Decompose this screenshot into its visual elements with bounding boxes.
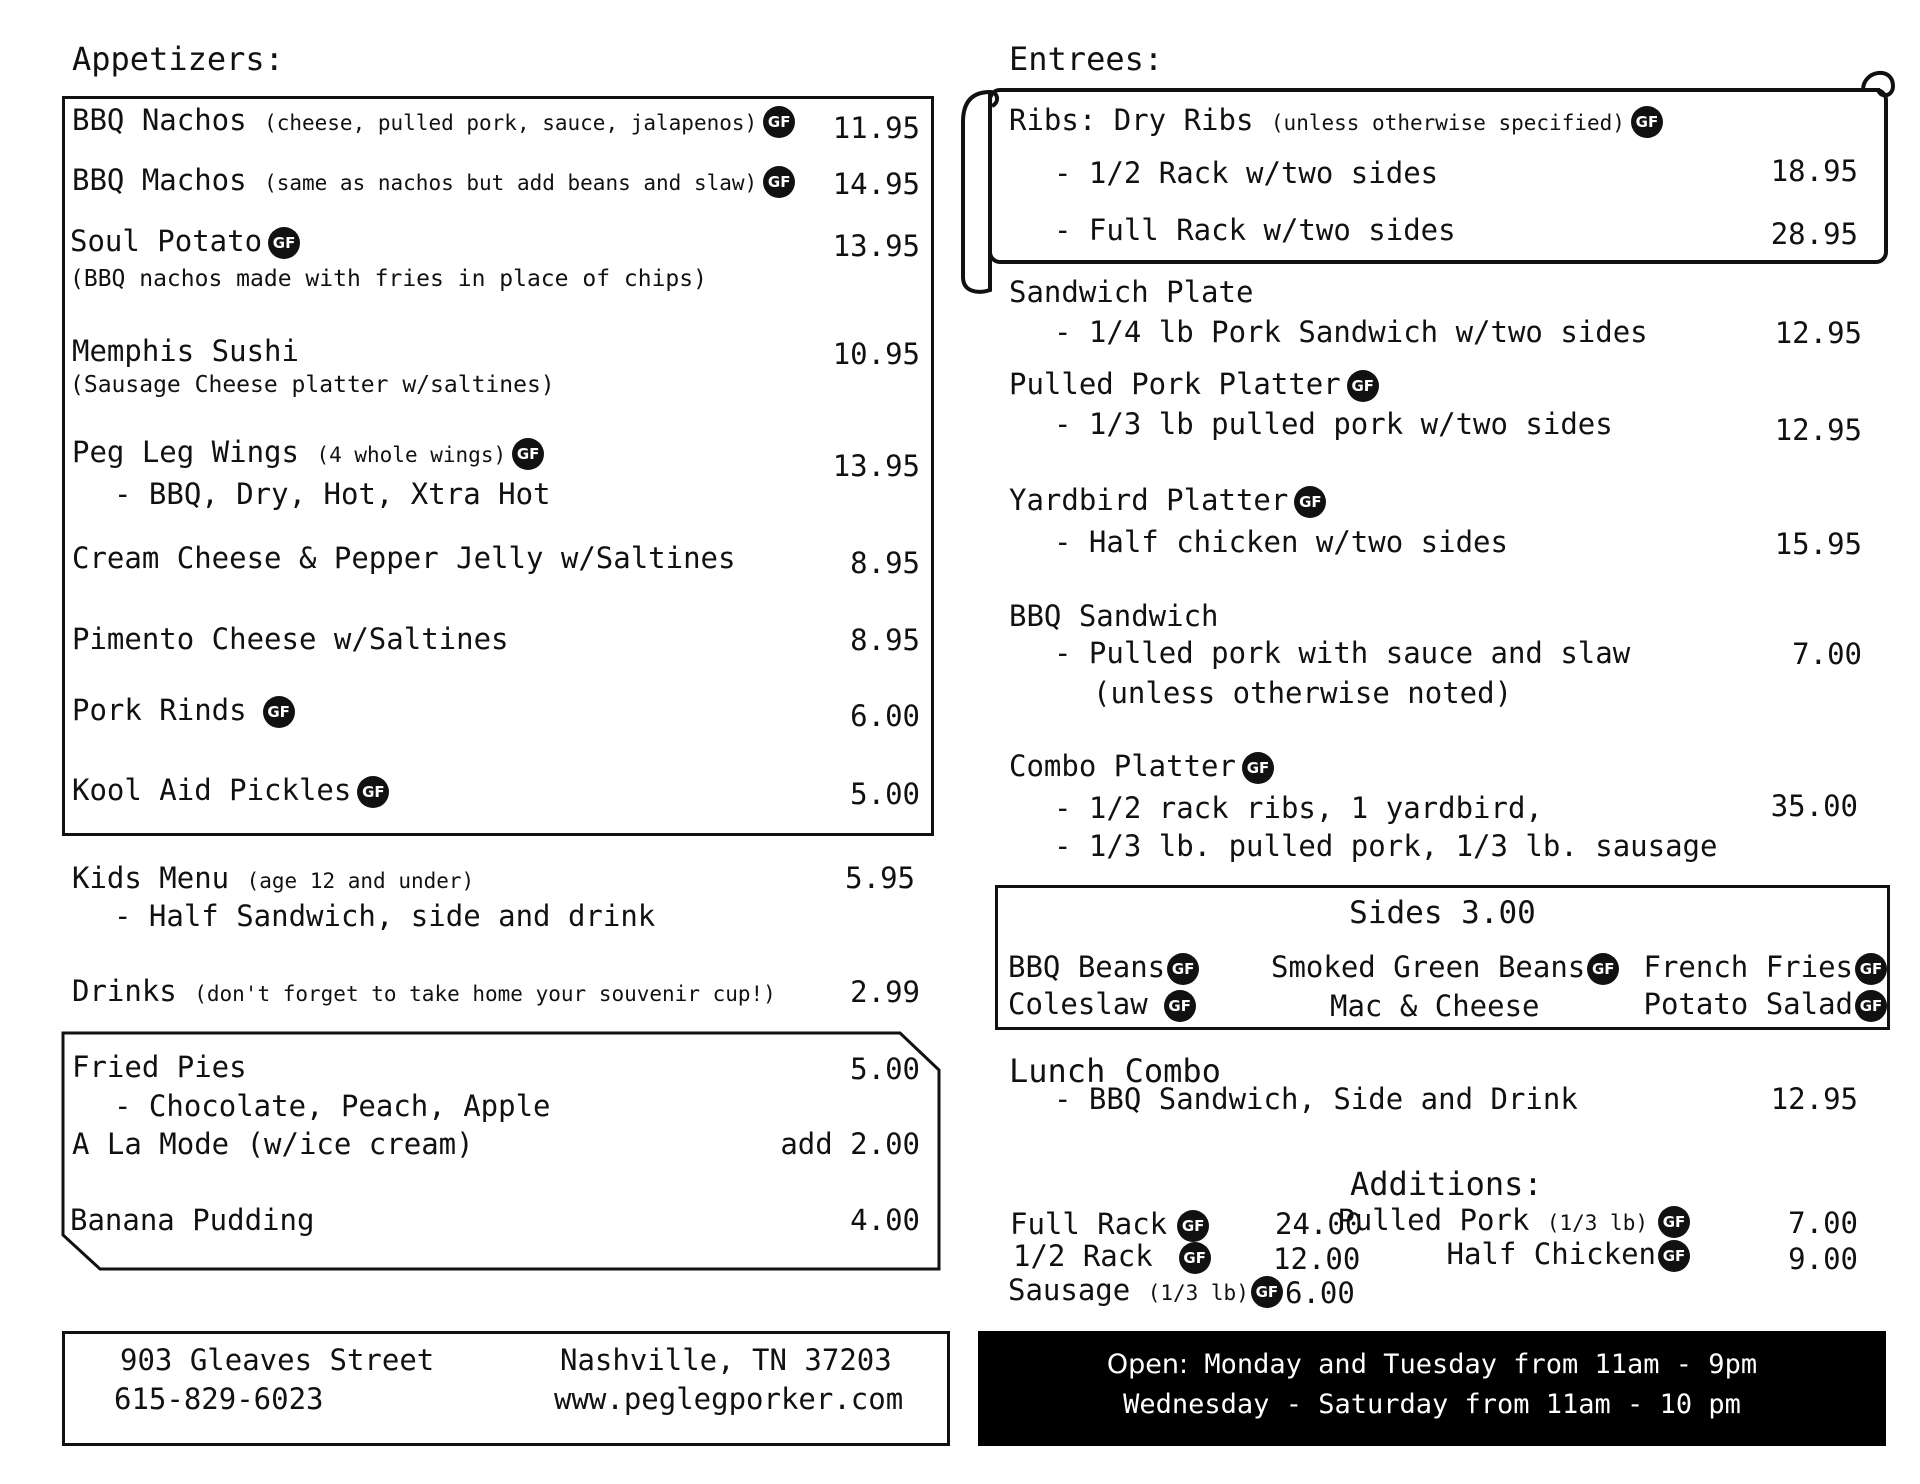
item-description: (Sausage Cheese platter w/saltines) (70, 372, 555, 398)
side-french-fries (1643, 950, 1887, 985)
gluten-free-icon: GF (1294, 486, 1326, 518)
menu-item-fried-pies: Fried Pies (72, 1050, 247, 1084)
item-name: BBQ Nachos (72, 103, 247, 137)
ribs-half-rack: - 1/2 Rack w/two sides (1054, 156, 1439, 190)
menu-item-combo-platter (1009, 749, 1274, 784)
appetizers-heading: Appetizers: (72, 40, 284, 78)
item-price: 15.95 (1774, 527, 1862, 561)
menu-item-bbq-machos (72, 163, 795, 198)
menu-item-sandwich-plate: Sandwich Plate (1009, 275, 1254, 309)
item-price: 14.95 (832, 167, 920, 201)
addition-price: 7.00 (1788, 1206, 1858, 1240)
gluten-free-icon: GF (1167, 953, 1199, 985)
hours-line-2: Wednesday - Saturday from 11am - 10 pm (1123, 1389, 1741, 1420)
side-mac-cheese: Mac & Cheese (1330, 989, 1540, 1023)
item-price: 13.95 (832, 449, 920, 483)
gluten-free-icon: GF (1855, 990, 1887, 1022)
item-price: 28.95 (1770, 217, 1858, 251)
item-description: - Half chicken w/two sides (1054, 525, 1508, 559)
gluten-free-icon: GF (1177, 1210, 1209, 1242)
item-name: Combo Platter (1009, 749, 1236, 783)
menu-item-bbq-nachos (72, 103, 795, 138)
menu-item-soul-potato (70, 224, 300, 259)
menu-item-banana-pudding: Banana Pudding (70, 1203, 315, 1237)
item-note: (don't forget to take home your souvenir cup!) (194, 982, 776, 1006)
item-name: Kool Aid Pickles (72, 773, 352, 807)
addition-note: (1/3 lb) (1147, 1281, 1249, 1305)
addition-sausage (1008, 1273, 1283, 1308)
side-label: Coleslaw (1008, 987, 1148, 1021)
side-label: BBQ Beans (1008, 950, 1166, 984)
item-description: (BBQ nachos made with fries in place of chips) (70, 266, 707, 292)
menu-item-kids (72, 861, 475, 895)
item-price: 5.00 (850, 1052, 920, 1086)
addition-note: (1/3 lb) (1546, 1211, 1648, 1235)
item-price: 18.95 (1770, 154, 1858, 188)
city: Nashville, TN 37203 (560, 1343, 892, 1377)
item-price: 5.95 (845, 861, 915, 895)
item-name: Pulled Pork Platter (1009, 367, 1341, 401)
gluten-free-icon: GF (357, 776, 389, 808)
addition-pulled-pork (1337, 1203, 1690, 1238)
item-note: (4 whole wings) (316, 443, 507, 467)
item-price: add 2.00 (780, 1127, 920, 1161)
item-price: 12.95 (1774, 316, 1862, 350)
item-description: - 1/2 rack ribs, 1 yardbird, (1054, 791, 1543, 825)
menu-item-ribs (1009, 103, 1663, 138)
item-note: (unless otherwise specified) (1270, 111, 1625, 135)
addition-full-rack (1010, 1207, 1209, 1242)
addition-half-chicken (1446, 1237, 1690, 1272)
item-description: - BBQ, Dry, Hot, Xtra Hot (114, 477, 551, 511)
item-description-cont: (unless otherwise noted) (1093, 676, 1513, 710)
side-label: French Fries (1643, 950, 1853, 984)
gluten-free-icon: GF (1164, 990, 1196, 1022)
item-name: Ribs: Dry Ribs (1009, 103, 1254, 137)
gluten-free-icon: GF (1242, 752, 1274, 784)
address: 903 Gleaves Street (120, 1343, 435, 1377)
hours-line-1 (978, 1345, 1886, 1385)
gluten-free-icon: GF (263, 696, 295, 728)
gluten-free-icon: GF (1347, 370, 1379, 402)
item-note: (cheese, pulled pork, sauce, jalapenos) (264, 111, 758, 135)
item-price: 4.00 (850, 1203, 920, 1237)
item-name: Drinks (72, 974, 177, 1008)
website: www.peglegporker.com (554, 1382, 904, 1416)
menu-item-pimento-cheese: Pimento Cheese w/Saltines (72, 622, 509, 656)
item-description-cont: - 1/3 lb. pulled pork, 1/3 lb. sausage (1054, 829, 1718, 863)
side-label: Smoked Green Beans (1271, 950, 1586, 984)
item-description: - 1/4 lb Pork Sandwich w/two sides (1054, 315, 1648, 349)
gluten-free-icon: GF (512, 438, 544, 470)
addition-price: 12.00 (1273, 1242, 1361, 1276)
gluten-free-icon: GF (1658, 1206, 1690, 1238)
item-price: 12.95 (1770, 1082, 1858, 1116)
side-potato-salad (1643, 987, 1887, 1022)
phone: 615-829-6023 (114, 1382, 324, 1416)
addition-price: 6.00 (1285, 1276, 1355, 1310)
menu-item-yardbird-platter (1009, 483, 1326, 518)
item-description: - BBQ Sandwich, Side and Drink (1054, 1082, 1578, 1116)
item-price: 8.95 (850, 623, 920, 657)
gluten-free-icon: GF (1251, 1276, 1283, 1308)
item-name: Soul Potato (70, 224, 263, 258)
addition-half-rack (1013, 1239, 1211, 1274)
item-description: - 1/3 lb pulled pork w/two sides (1054, 407, 1613, 441)
side-bbq-beans (1008, 950, 1199, 985)
addition-price: 9.00 (1788, 1242, 1858, 1276)
hours-banner (978, 1331, 1886, 1446)
menu-item-pulled-pork-platter (1009, 367, 1379, 402)
side-label: Potato Salad (1643, 987, 1853, 1021)
addition-label: Full Rack (1010, 1207, 1168, 1241)
item-price: 11.95 (832, 111, 920, 145)
gluten-free-icon: GF (268, 227, 300, 259)
item-price: 35.00 (1770, 789, 1858, 823)
item-name: BBQ Machos (72, 163, 247, 197)
menu-item-cream-cheese: Cream Cheese & Pepper Jelly w/Saltines (72, 541, 736, 575)
hours-weekday-early: Monday and Tuesday from 11am - 9pm (1204, 1349, 1758, 1380)
item-name: Kids Menu (72, 861, 230, 895)
addition-label: Half Chicken (1446, 1237, 1656, 1271)
menu-item-a-la-mode: A La Mode (w/ice cream) (72, 1127, 474, 1161)
item-description: - Chocolate, Peach, Apple (114, 1089, 551, 1123)
side-coleslaw (1008, 987, 1196, 1022)
item-price: 5.00 (850, 777, 920, 811)
addition-label: Sausage (1008, 1273, 1131, 1307)
item-name: Peg Leg Wings (72, 435, 299, 469)
additions-heading: Additions: (1350, 1165, 1543, 1203)
item-price: 8.95 (850, 546, 920, 580)
addition-label: 1/2 Rack (1013, 1239, 1153, 1273)
item-price: 2.99 (850, 975, 920, 1009)
item-name: Yardbird Platter (1009, 483, 1289, 517)
item-price: 6.00 (850, 699, 920, 733)
gluten-free-icon: GF (1658, 1240, 1690, 1272)
item-note: (age 12 and under) (246, 869, 475, 893)
menu-item-lunch-combo: Lunch Combo (1009, 1052, 1221, 1090)
menu-item-bbq-sandwich: BBQ Sandwich (1009, 599, 1219, 633)
item-price: 10.95 (832, 337, 920, 371)
ribs-full-rack: - Full Rack w/two sides (1054, 213, 1456, 247)
item-price: 13.95 (832, 229, 920, 263)
item-name: Pork Rinds (72, 693, 247, 727)
gluten-free-icon: GF (1631, 106, 1663, 138)
menu-item-drinks (72, 974, 776, 1008)
item-description: - Pulled pork with sauce and slaw (1054, 636, 1631, 670)
item-description: - Half Sandwich, side and drink (114, 899, 656, 933)
gluten-free-icon: GF (763, 166, 795, 198)
gluten-free-icon: GF (1179, 1242, 1211, 1274)
menu-item-kool-aid-pickles (72, 773, 389, 808)
addition-label: Pulled Pork (1337, 1203, 1530, 1237)
menu-item-peg-leg-wings (72, 435, 544, 470)
gluten-free-icon: GF (1587, 953, 1619, 985)
item-price: 12.95 (1774, 413, 1862, 447)
gluten-free-icon: GF (763, 106, 795, 138)
menu-item-memphis-sushi: Memphis Sushi (72, 334, 299, 368)
hours-label: Open: (1106, 1349, 1189, 1380)
menu-item-pork-rinds (72, 693, 295, 728)
item-price: 7.00 (1792, 637, 1862, 671)
gluten-free-icon: GF (1855, 953, 1887, 985)
item-note: (same as nachos but add beans and slaw) (264, 171, 758, 195)
addition-price: 24.00 (1275, 1207, 1363, 1241)
entrees-heading: Entrees: (1009, 40, 1164, 78)
side-smoked-green-beans (1271, 950, 1619, 985)
sides-title: Sides 3.00 (1349, 895, 1536, 931)
